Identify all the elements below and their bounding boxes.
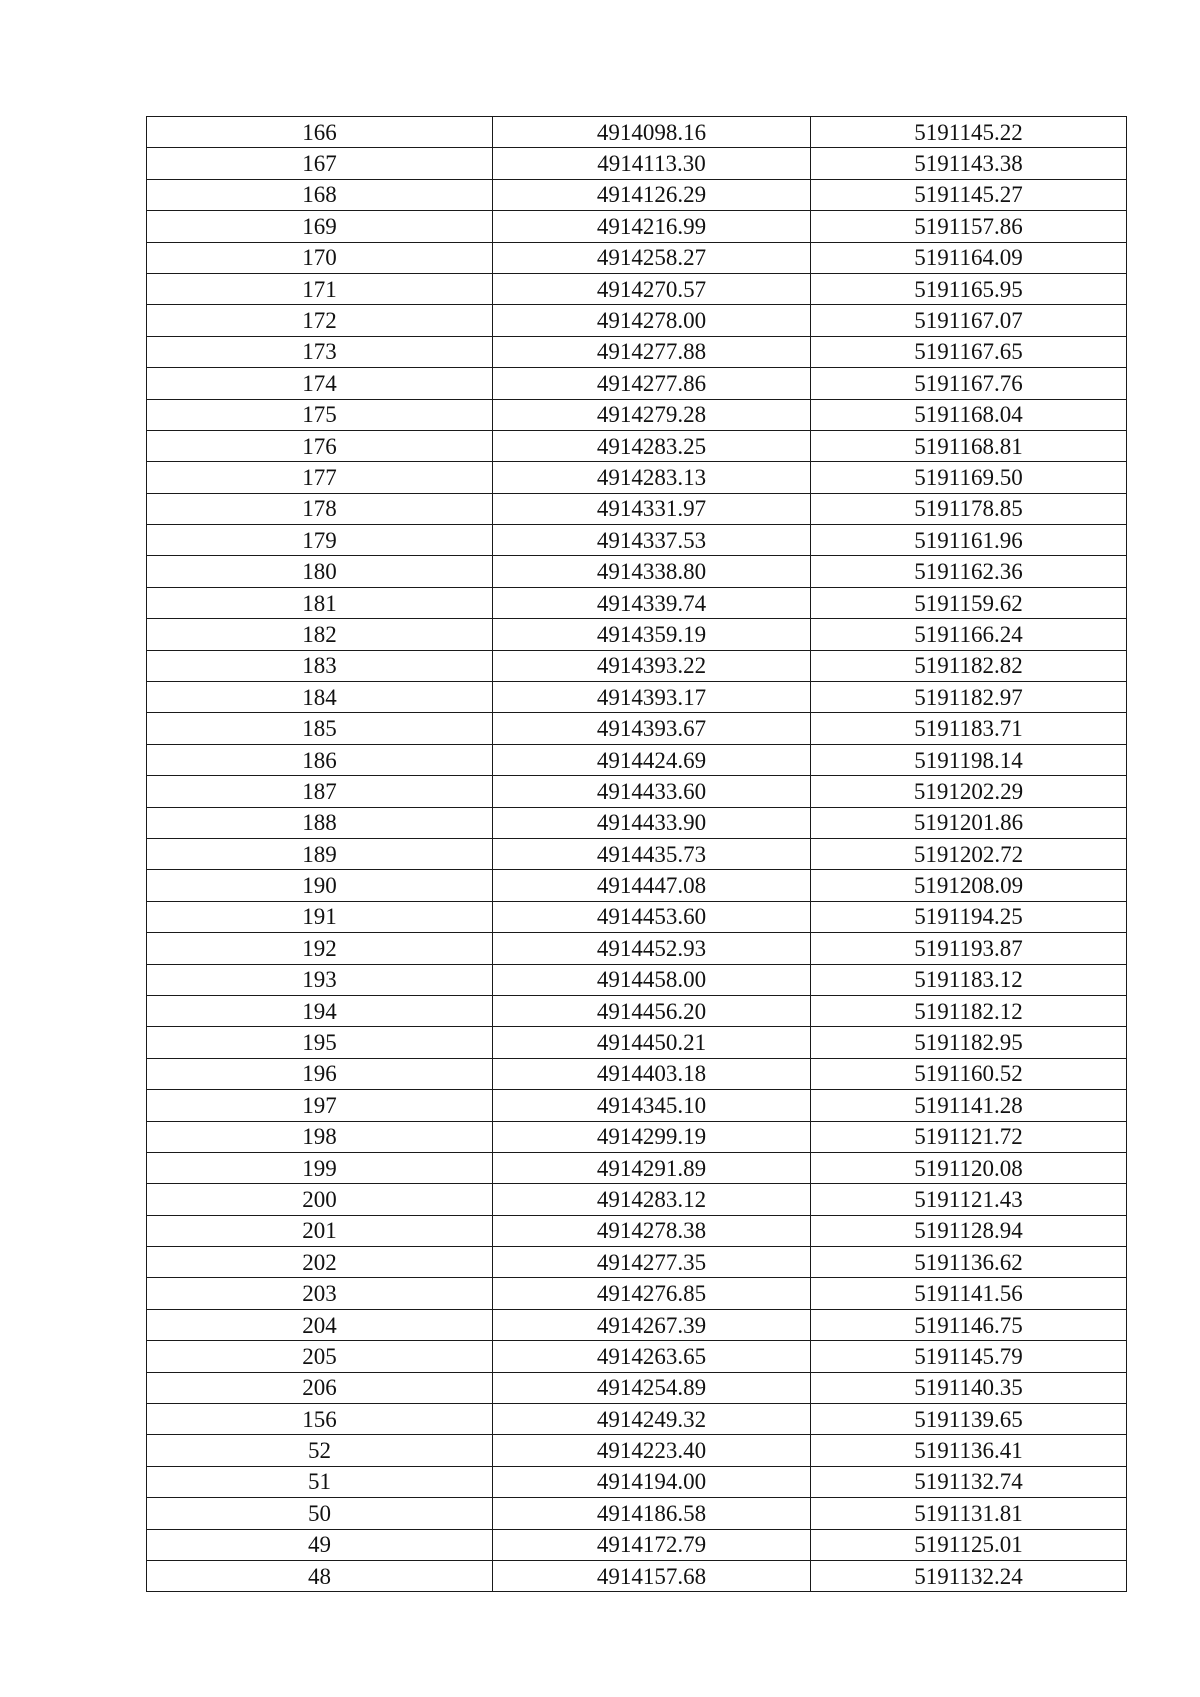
point-number-cell: 204 — [147, 1309, 493, 1340]
x-coordinate-cell: 4914278.00 — [493, 305, 811, 336]
table-row — [147, 870, 1127, 901]
point-number-cell: 186 — [147, 744, 493, 775]
point-number-cell: 189 — [147, 838, 493, 869]
x-coordinate-cell: 4914345.10 — [493, 1090, 811, 1121]
point-number-cell: 196 — [147, 1058, 493, 1089]
table-row — [147, 933, 1127, 964]
table-row — [147, 1341, 1127, 1372]
point-number-cell: 156 — [147, 1404, 493, 1435]
x-coordinate-cell: 4914277.88 — [493, 336, 811, 367]
x-coordinate-cell: 4914267.39 — [493, 1309, 811, 1340]
table-row — [147, 1184, 1127, 1215]
y-coordinate-cell: 5191141.56 — [811, 1278, 1127, 1309]
x-coordinate-cell: 4914186.58 — [493, 1498, 811, 1529]
table-row — [147, 305, 1127, 336]
y-coordinate-cell: 5191125.01 — [811, 1529, 1127, 1560]
y-coordinate-cell: 5191121.72 — [811, 1121, 1127, 1152]
y-coordinate-cell: 5191159.62 — [811, 587, 1127, 618]
table-row — [147, 1309, 1127, 1340]
table-row — [147, 1278, 1127, 1309]
x-coordinate-cell: 4914447.08 — [493, 870, 811, 901]
table-row — [147, 1090, 1127, 1121]
y-coordinate-cell: 5191128.94 — [811, 1215, 1127, 1246]
y-coordinate-cell: 5191162.36 — [811, 556, 1127, 587]
point-number-cell: 183 — [147, 650, 493, 681]
point-number-cell: 206 — [147, 1372, 493, 1403]
x-coordinate-cell: 4914258.27 — [493, 242, 811, 273]
x-coordinate-cell: 4914283.25 — [493, 430, 811, 461]
y-coordinate-cell: 5191136.62 — [811, 1247, 1127, 1278]
x-coordinate-cell: 4914216.99 — [493, 211, 811, 242]
point-number-cell: 50 — [147, 1498, 493, 1529]
x-coordinate-cell: 4914393.17 — [493, 682, 811, 713]
point-number-cell: 181 — [147, 587, 493, 618]
point-number-cell: 190 — [147, 870, 493, 901]
y-coordinate-cell: 5191146.75 — [811, 1309, 1127, 1340]
x-coordinate-cell: 4914278.38 — [493, 1215, 811, 1246]
y-coordinate-cell: 5191169.50 — [811, 462, 1127, 493]
y-coordinate-cell: 5191194.25 — [811, 901, 1127, 932]
y-coordinate-cell: 5191166.24 — [811, 619, 1127, 650]
y-coordinate-cell: 5191121.43 — [811, 1184, 1127, 1215]
table-row — [147, 838, 1127, 869]
x-coordinate-cell: 4914456.20 — [493, 995, 811, 1026]
x-coordinate-cell: 4914249.32 — [493, 1404, 811, 1435]
table-row — [147, 368, 1127, 399]
table-row — [147, 1404, 1127, 1435]
table-row — [147, 1498, 1127, 1529]
y-coordinate-cell: 5191193.87 — [811, 933, 1127, 964]
table-row — [147, 1529, 1127, 1560]
point-number-cell: 176 — [147, 430, 493, 461]
y-coordinate-cell: 5191157.86 — [811, 211, 1127, 242]
point-number-cell: 172 — [147, 305, 493, 336]
x-coordinate-cell: 4914435.73 — [493, 838, 811, 869]
point-number-cell: 200 — [147, 1184, 493, 1215]
point-number-cell: 179 — [147, 525, 493, 556]
table-row — [147, 1560, 1127, 1591]
point-number-cell: 171 — [147, 273, 493, 304]
x-coordinate-cell: 4914339.74 — [493, 587, 811, 618]
table-row — [147, 336, 1127, 367]
x-coordinate-cell: 4914126.29 — [493, 179, 811, 210]
table-row — [147, 179, 1127, 210]
point-number-cell: 173 — [147, 336, 493, 367]
x-coordinate-cell: 4914157.68 — [493, 1560, 811, 1591]
y-coordinate-cell: 5191145.27 — [811, 179, 1127, 210]
point-number-cell: 187 — [147, 776, 493, 807]
x-coordinate-cell: 4914393.22 — [493, 650, 811, 681]
x-coordinate-cell: 4914331.97 — [493, 493, 811, 524]
y-coordinate-cell: 5191208.09 — [811, 870, 1127, 901]
x-coordinate-cell: 4914291.89 — [493, 1152, 811, 1183]
point-number-cell: 182 — [147, 619, 493, 650]
table-row — [147, 1121, 1127, 1152]
y-coordinate-cell: 5191167.76 — [811, 368, 1127, 399]
table-row — [147, 682, 1127, 713]
point-number-cell: 192 — [147, 933, 493, 964]
point-number-cell: 184 — [147, 682, 493, 713]
y-coordinate-cell: 5191145.22 — [811, 117, 1127, 148]
table-row — [147, 556, 1127, 587]
point-number-cell: 201 — [147, 1215, 493, 1246]
y-coordinate-cell: 5191139.65 — [811, 1404, 1127, 1435]
y-coordinate-cell: 5191145.79 — [811, 1341, 1127, 1372]
x-coordinate-cell: 4914359.19 — [493, 619, 811, 650]
x-coordinate-cell: 4914263.65 — [493, 1341, 811, 1372]
table-row — [147, 964, 1127, 995]
y-coordinate-cell: 5191140.35 — [811, 1372, 1127, 1403]
point-number-cell: 197 — [147, 1090, 493, 1121]
table-row — [147, 242, 1127, 273]
x-coordinate-cell: 4914450.21 — [493, 1027, 811, 1058]
y-coordinate-cell: 5191202.29 — [811, 776, 1127, 807]
y-coordinate-cell: 5191132.24 — [811, 1560, 1127, 1591]
y-coordinate-cell: 5191182.97 — [811, 682, 1127, 713]
point-number-cell: 166 — [147, 117, 493, 148]
table-row — [147, 1215, 1127, 1246]
x-coordinate-cell: 4914254.89 — [493, 1372, 811, 1403]
y-coordinate-cell: 5191183.12 — [811, 964, 1127, 995]
x-coordinate-cell: 4914403.18 — [493, 1058, 811, 1089]
x-coordinate-cell: 4914270.57 — [493, 273, 811, 304]
table-row — [147, 148, 1127, 179]
x-coordinate-cell: 4914276.85 — [493, 1278, 811, 1309]
point-number-cell: 52 — [147, 1435, 493, 1466]
y-coordinate-cell: 5191168.04 — [811, 399, 1127, 430]
y-coordinate-cell: 5191201.86 — [811, 807, 1127, 838]
y-coordinate-cell: 5191141.28 — [811, 1090, 1127, 1121]
table-row — [147, 117, 1127, 148]
point-number-cell: 175 — [147, 399, 493, 430]
table-row — [147, 430, 1127, 461]
x-coordinate-cell: 4914433.60 — [493, 776, 811, 807]
table-row — [147, 399, 1127, 430]
point-number-cell: 202 — [147, 1247, 493, 1278]
coordinates-table — [146, 116, 1127, 1592]
x-coordinate-cell: 4914452.93 — [493, 933, 811, 964]
point-number-cell: 195 — [147, 1027, 493, 1058]
table-row — [147, 1372, 1127, 1403]
y-coordinate-cell: 5191182.95 — [811, 1027, 1127, 1058]
point-number-cell: 194 — [147, 995, 493, 1026]
point-number-cell: 51 — [147, 1466, 493, 1497]
x-coordinate-cell: 4914458.00 — [493, 964, 811, 995]
point-number-cell: 198 — [147, 1121, 493, 1152]
table-row — [147, 273, 1127, 304]
x-coordinate-cell: 4914194.00 — [493, 1466, 811, 1497]
table-row — [147, 713, 1127, 744]
x-coordinate-cell: 4914172.79 — [493, 1529, 811, 1560]
x-coordinate-cell: 4914279.28 — [493, 399, 811, 430]
x-coordinate-cell: 4914433.90 — [493, 807, 811, 838]
point-number-cell: 174 — [147, 368, 493, 399]
y-coordinate-cell: 5191131.81 — [811, 1498, 1127, 1529]
y-coordinate-cell: 5191160.52 — [811, 1058, 1127, 1089]
y-coordinate-cell: 5191165.95 — [811, 273, 1127, 304]
y-coordinate-cell: 5191168.81 — [811, 430, 1127, 461]
point-number-cell: 203 — [147, 1278, 493, 1309]
point-number-cell: 191 — [147, 901, 493, 932]
point-number-cell: 193 — [147, 964, 493, 995]
table-row — [147, 1466, 1127, 1497]
point-number-cell: 49 — [147, 1529, 493, 1560]
table-row — [147, 744, 1127, 775]
y-coordinate-cell: 5191136.41 — [811, 1435, 1127, 1466]
x-coordinate-cell: 4914337.53 — [493, 525, 811, 556]
point-number-cell: 170 — [147, 242, 493, 273]
point-number-cell: 48 — [147, 1560, 493, 1591]
y-coordinate-cell: 5191167.07 — [811, 305, 1127, 336]
y-coordinate-cell: 5191182.82 — [811, 650, 1127, 681]
x-coordinate-cell: 4914338.80 — [493, 556, 811, 587]
x-coordinate-cell: 4914283.12 — [493, 1184, 811, 1215]
y-coordinate-cell: 5191120.08 — [811, 1152, 1127, 1183]
table-row — [147, 211, 1127, 242]
point-number-cell: 188 — [147, 807, 493, 838]
table-row — [147, 807, 1127, 838]
x-coordinate-cell: 4914453.60 — [493, 901, 811, 932]
table-row — [147, 1027, 1127, 1058]
point-number-cell: 205 — [147, 1341, 493, 1372]
point-number-cell: 185 — [147, 713, 493, 744]
table-row — [147, 493, 1127, 524]
table-row — [147, 650, 1127, 681]
y-coordinate-cell: 5191183.71 — [811, 713, 1127, 744]
y-coordinate-cell: 5191161.96 — [811, 525, 1127, 556]
table-row — [147, 462, 1127, 493]
table-row — [147, 619, 1127, 650]
x-coordinate-cell: 4914393.67 — [493, 713, 811, 744]
y-coordinate-cell: 5191167.65 — [811, 336, 1127, 367]
x-coordinate-cell: 4914277.86 — [493, 368, 811, 399]
table-row — [147, 525, 1127, 556]
point-number-cell: 167 — [147, 148, 493, 179]
y-coordinate-cell: 5191164.09 — [811, 242, 1127, 273]
point-number-cell: 168 — [147, 179, 493, 210]
point-number-cell: 180 — [147, 556, 493, 587]
table-row — [147, 1247, 1127, 1278]
point-number-cell: 199 — [147, 1152, 493, 1183]
x-coordinate-cell: 4914424.69 — [493, 744, 811, 775]
x-coordinate-cell: 4914277.35 — [493, 1247, 811, 1278]
table-row — [147, 776, 1127, 807]
coordinates-table-body — [147, 117, 1127, 1592]
y-coordinate-cell: 5191178.85 — [811, 493, 1127, 524]
y-coordinate-cell: 5191132.74 — [811, 1466, 1127, 1497]
y-coordinate-cell: 5191143.38 — [811, 148, 1127, 179]
table-row — [147, 1435, 1127, 1466]
table-row — [147, 1152, 1127, 1183]
table-row — [147, 995, 1127, 1026]
point-number-cell: 169 — [147, 211, 493, 242]
table-row — [147, 587, 1127, 618]
table-row — [147, 1058, 1127, 1089]
y-coordinate-cell: 5191198.14 — [811, 744, 1127, 775]
table-row — [147, 901, 1127, 932]
point-number-cell: 177 — [147, 462, 493, 493]
x-coordinate-cell: 4914283.13 — [493, 462, 811, 493]
x-coordinate-cell: 4914113.30 — [493, 148, 811, 179]
x-coordinate-cell: 4914299.19 — [493, 1121, 811, 1152]
x-coordinate-cell: 4914223.40 — [493, 1435, 811, 1466]
y-coordinate-cell: 5191182.12 — [811, 995, 1127, 1026]
x-coordinate-cell: 4914098.16 — [493, 117, 811, 148]
point-number-cell: 178 — [147, 493, 493, 524]
y-coordinate-cell: 5191202.72 — [811, 838, 1127, 869]
